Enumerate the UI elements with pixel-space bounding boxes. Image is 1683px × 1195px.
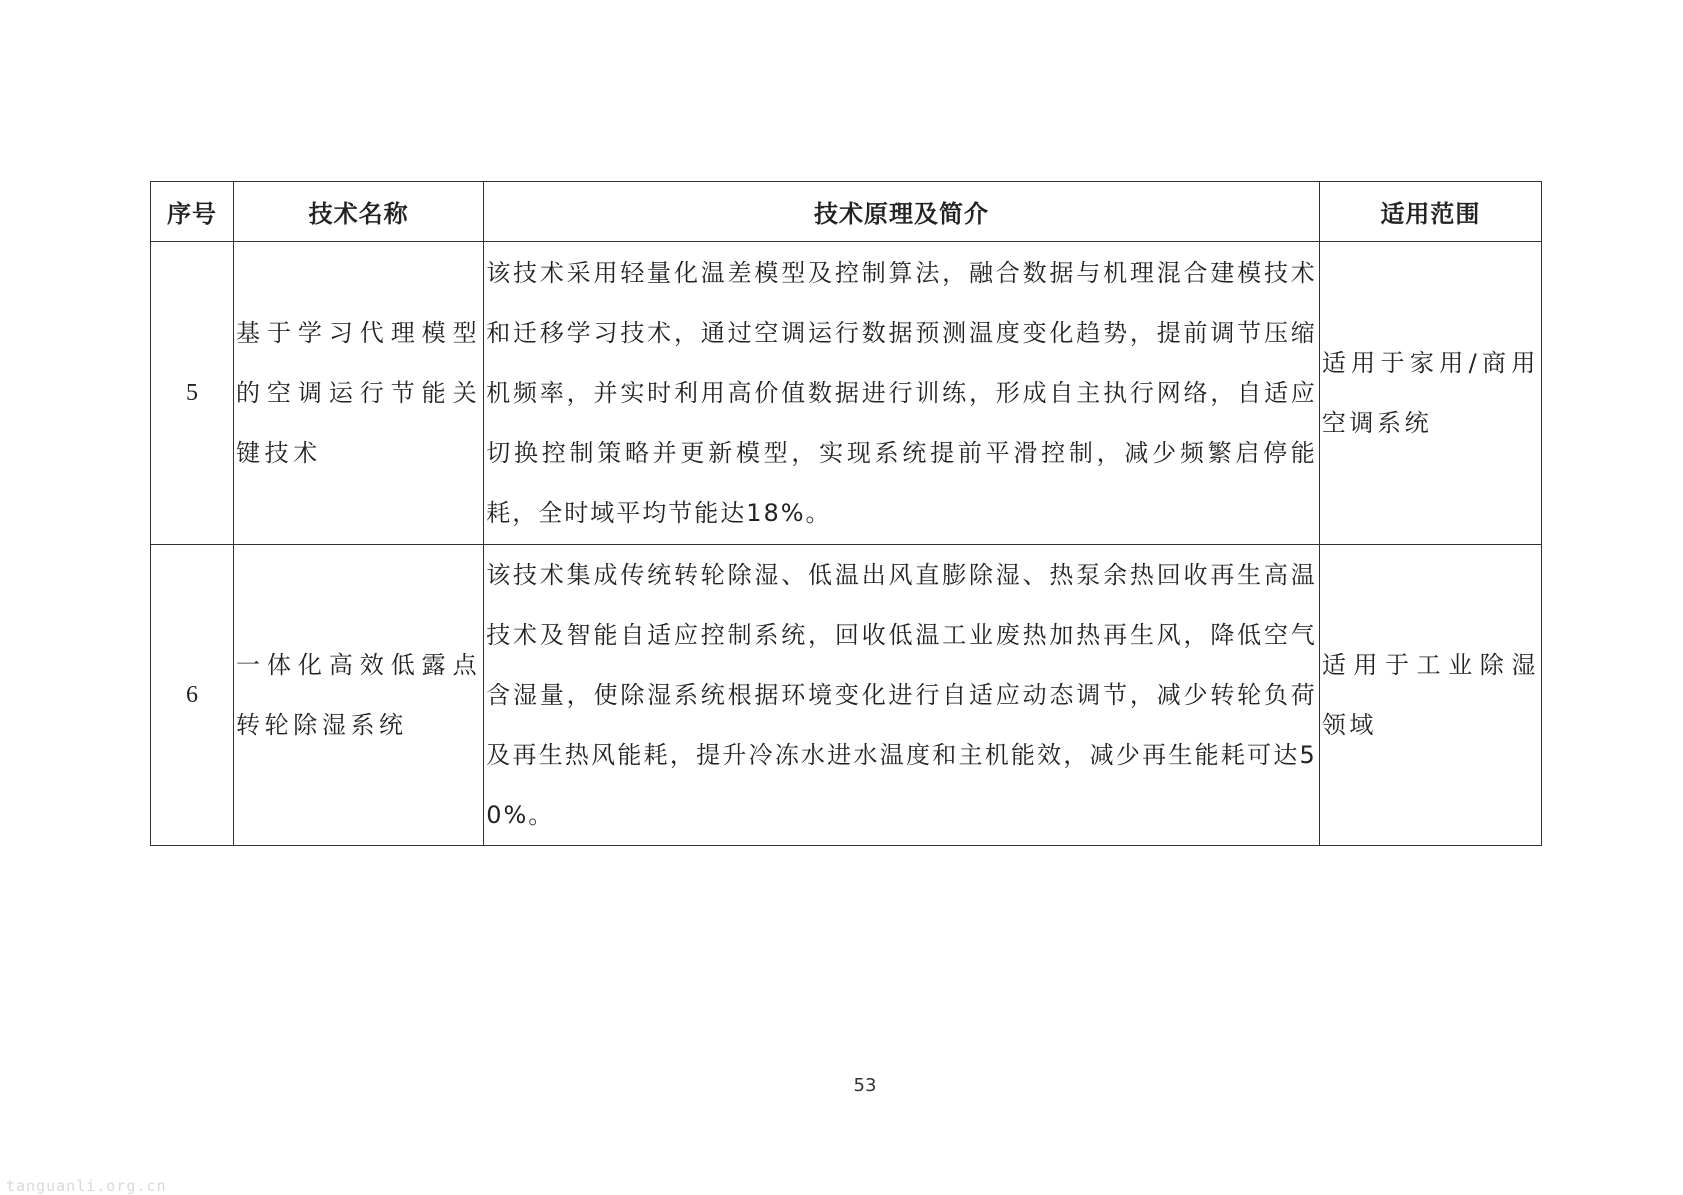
technology-name: 基于学习代理模型的空调运行节能关键技术 (234, 242, 484, 545)
technology-name: 一体化高效低露点转轮除湿系统 (234, 545, 484, 846)
header-scope: 适用范围 (1319, 182, 1541, 242)
row-number: 5 (151, 242, 234, 545)
technology-description: 该技术集成传统转轮除湿、低温出风直膨除湿、热泵余热回收再生高温技术及智能自适应控制系统，回收低温工业废热加热再生风，降低空气含湿量，使除湿系统根据环境变化进行自适应动态调节，减少转轮负荷及再生热风能耗，提升冷冻水进水温度和主机能效，减少再生能耗可达50%。 (484, 545, 1320, 846)
row-number: 6 (151, 545, 234, 846)
site-watermark: tanguanli.org.cn (6, 1177, 167, 1195)
header-name: 技术名称 (234, 182, 484, 242)
table-header-row (151, 182, 1542, 242)
header-description: 技术原理及简介 (484, 182, 1320, 242)
application-scope: 适用于工业除湿领域 (1319, 545, 1541, 846)
table-row (151, 242, 1542, 545)
page-number: 53 (853, 1075, 877, 1096)
application-scope: 适用于家用/商用空调系统 (1319, 242, 1541, 545)
header-no: 序号 (151, 182, 234, 242)
technology-table (150, 181, 1542, 846)
technology-description: 该技术采用轻量化温差模型及控制算法，融合数据与机理混合建模技术和迁移学习技术，通过空调运行数据预测温度变化趋势，提前调节压缩机频率，并实时利用高价值数据进行训练，形成自主执行网络，自适应切换控制策略并更新模型，实现系统提前平滑控制，减少频繁启停能耗，全时域平均节能达18%。 (484, 242, 1320, 545)
table-row (151, 545, 1542, 846)
